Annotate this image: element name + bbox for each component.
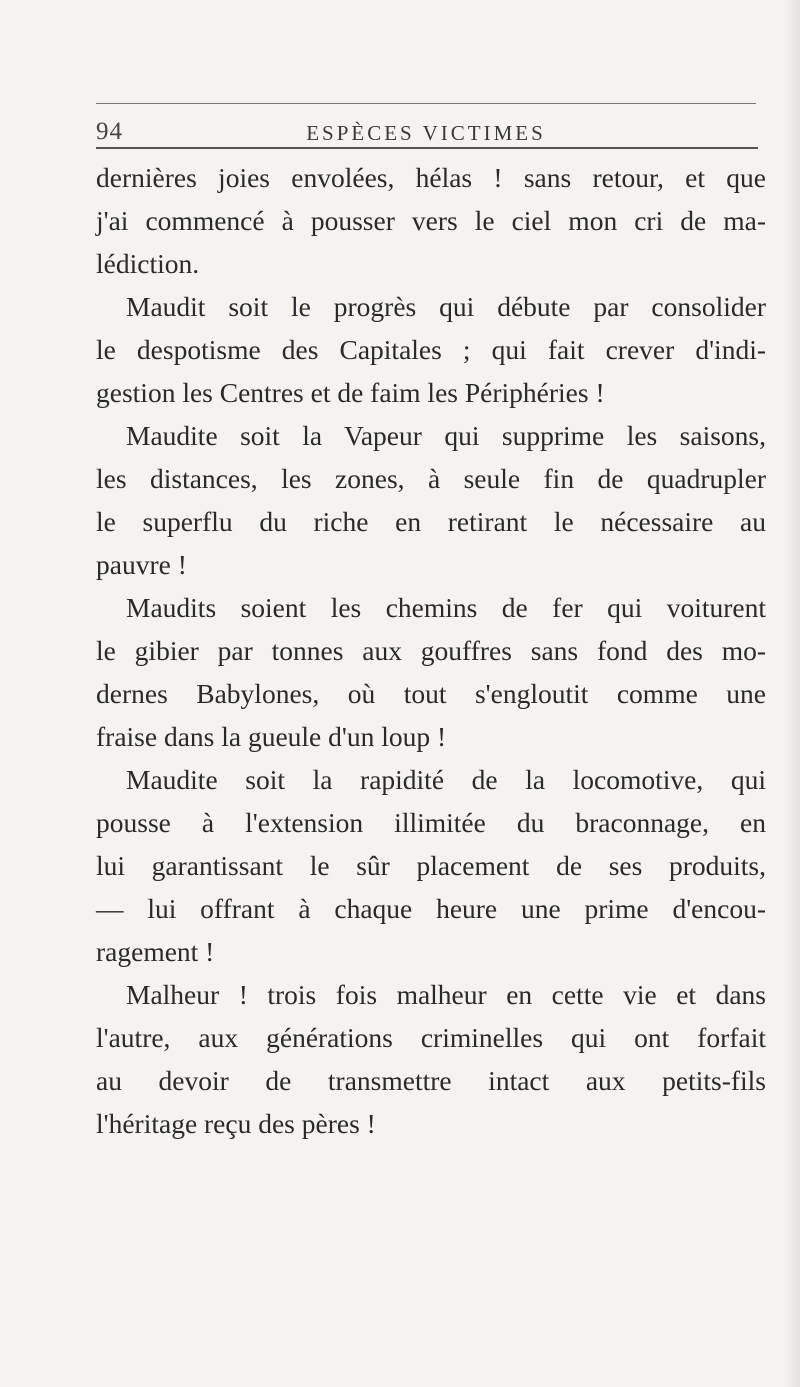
text-line: Maudit soit le progrès qui débute par consolider [126, 291, 766, 322]
text-line: gestion les Centres et de faim les Périphéries ! [96, 377, 605, 408]
running-header [96, 112, 756, 148]
text-line: j'ai commencé à pousser vers le ciel mon cri de ma- [96, 205, 766, 236]
running-title: ESPÈCES VICTIMES [306, 121, 546, 145]
text-line: lédiction. [96, 248, 200, 279]
text-line: dernières joies envolées, hélas ! sans retour, et que [96, 162, 766, 193]
text-line: — lui offrant à chaque heure une prime d'encou- [96, 893, 766, 924]
text-line: ragement ! [96, 936, 215, 967]
text-line: Maudits soient les chemins de fer qui voiturent [126, 592, 766, 623]
text-line: Malheur ! trois fois malheur en cette vie et dans [126, 979, 766, 1010]
paragraph [96, 973, 766, 1145]
text-line: fraise dans la gueule d'un loup ! [96, 721, 447, 752]
paragraph [96, 414, 766, 586]
header-bottom-rule [96, 147, 758, 149]
text-line: pousse à l'extension illimitée du braconnage, en [96, 807, 766, 838]
paragraph [96, 586, 766, 758]
paragraph [96, 156, 766, 285]
text-line: les distances, les zones, à seule fin de quadrupler [96, 463, 766, 494]
text-line: dernes Babylones, où tout s'engloutit comme une [96, 678, 766, 709]
text-line: l'héritage reçu des pères ! [96, 1108, 376, 1139]
paragraph [96, 285, 766, 414]
text-line: Maudite soit la rapidité de la locomotive, qui [126, 764, 766, 795]
page-edge-shadow [786, 0, 800, 1387]
text-line: l'autre, aux générations criminelles qui ont forfait [96, 1022, 766, 1053]
text-line: au devoir de transmettre intact aux petits-fils [96, 1065, 766, 1096]
text-line: Maudite soit la Vapeur qui supprime les saisons, [126, 420, 766, 451]
text-line: pauvre ! [96, 549, 187, 580]
paragraph [96, 758, 766, 973]
page-number: 94 [96, 118, 123, 145]
text-line: le gibier par tonnes aux gouffres sans fond des mo- [96, 635, 766, 666]
text-line: lui garantissant le sûr placement de ses produits, [96, 850, 766, 881]
text-line: le despotisme des Capitales ; qui fait crever d'indi- [96, 334, 766, 365]
body-text [96, 156, 766, 1145]
text-line: le superflu du riche en retirant le nécessaire au [96, 506, 766, 537]
header-top-rule [96, 103, 756, 104]
